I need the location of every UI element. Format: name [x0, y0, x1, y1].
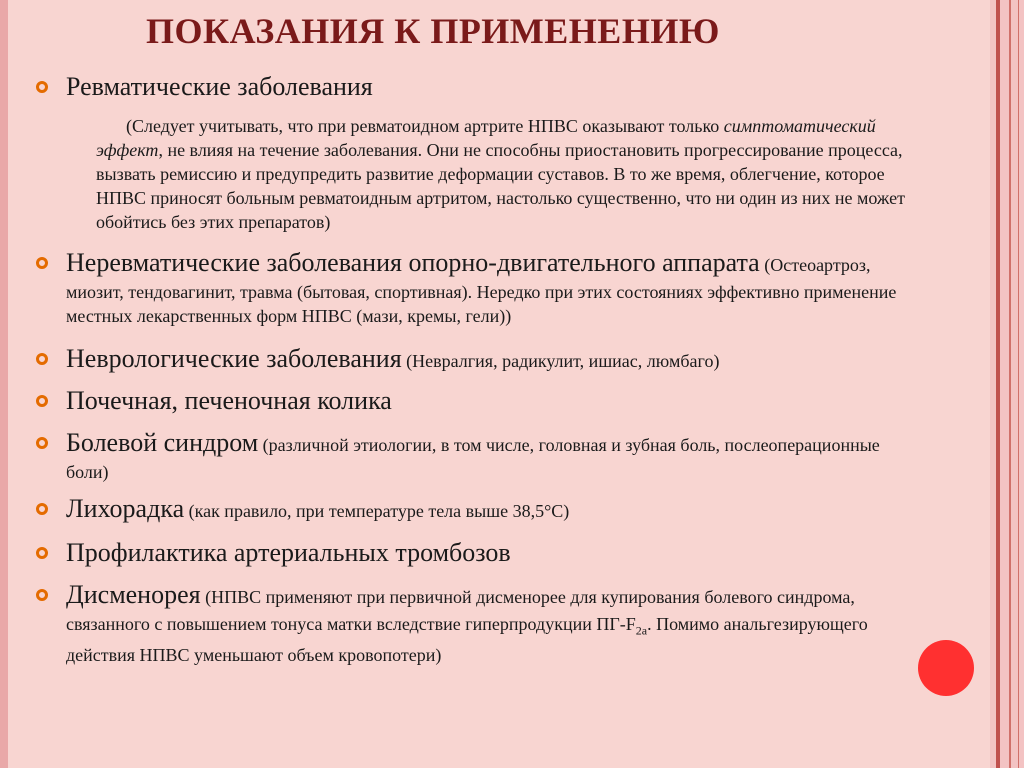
bullet-circle-icon [36, 353, 48, 365]
item-text [66, 426, 916, 484]
item-text [66, 342, 916, 376]
item-heading: Лихорадка [66, 494, 185, 523]
item-heading: Ревматические заболевания [66, 72, 373, 101]
item-detail: (различной этиологии, в том числе, головная и зубная боль, послеоперационные боли) [66, 435, 880, 482]
bullet-circle-icon [36, 395, 48, 407]
item-heading: Дисменорея [66, 580, 201, 609]
item-detail: (как правило, при температуре тела выше 38,5°С) [184, 501, 570, 521]
bullet-list [36, 70, 916, 667]
item-text [66, 246, 916, 328]
item-detail: (Невралгия, радикулит, ишиас, люмбаго) [401, 351, 720, 371]
list-item [36, 578, 916, 667]
item-heading: Неврологические заболевания [66, 344, 402, 373]
item-heading: Неревматические заболевания опорно-двигательного аппарата [66, 248, 760, 277]
item-detail: (Следует учитывать, что при ревматоидном артрите НПВС оказывают только симптоматический эффект, не влияя на течение заболевания. Они не способны приостановить прогрессирование процесса, вызвать ремиссию и предупредить развитие деформации суставов. В то же время, облегчение, которое НПВС приносят больным ревматоидным артритом, настолько существенно, что ни один из них не может обойтись без этих препаратов) [96, 116, 905, 232]
item-heading: Болевой синдром [66, 428, 259, 457]
item-heading: Почечная, печеночная колика [66, 386, 392, 415]
bullet-circle-icon [36, 503, 48, 515]
right-decor-line [1009, 0, 1011, 768]
item-text [66, 492, 916, 526]
bullet-circle-icon [36, 589, 48, 601]
right-decor-line [1018, 0, 1019, 768]
bullet-circle-icon [36, 437, 48, 449]
list-item [36, 536, 916, 570]
bullet-circle-icon [36, 547, 48, 559]
item-text [66, 578, 916, 667]
list-item [36, 492, 916, 526]
item-detail: (НПВС применяют при первичной дисменорее для купирования болевого синдрома, связанного с повышением тонуса матки вследствие гиперпродукции $ПГ-F_{2a}$. Помимо анальгезирующего действия НПВС уменьшают объем кровопотери) [66, 587, 868, 665]
list-item [36, 426, 916, 484]
list-item [36, 70, 916, 234]
list-item [36, 342, 916, 376]
bullet-circle-icon [36, 257, 48, 269]
item-heading: Профилактика артериальных тромбозов [66, 538, 511, 567]
left-border [0, 0, 8, 768]
red-circle-decoration [918, 640, 974, 696]
bullet-circle-icon [36, 81, 48, 93]
list-item [36, 246, 916, 328]
item-detail: (Остеоартроз, миозит, тендовагинит, травма (бытовая, спортивная). Нередко при этих состояниях эффективно применение местных лекарственных форм НПВС (мази, кремы, гели)) [66, 255, 897, 326]
slide-title: ПОКАЗАНИЯ К ПРИМЕНЕНИЮ [146, 11, 720, 51]
right-decor-line [996, 0, 1000, 768]
list-item [36, 384, 916, 418]
